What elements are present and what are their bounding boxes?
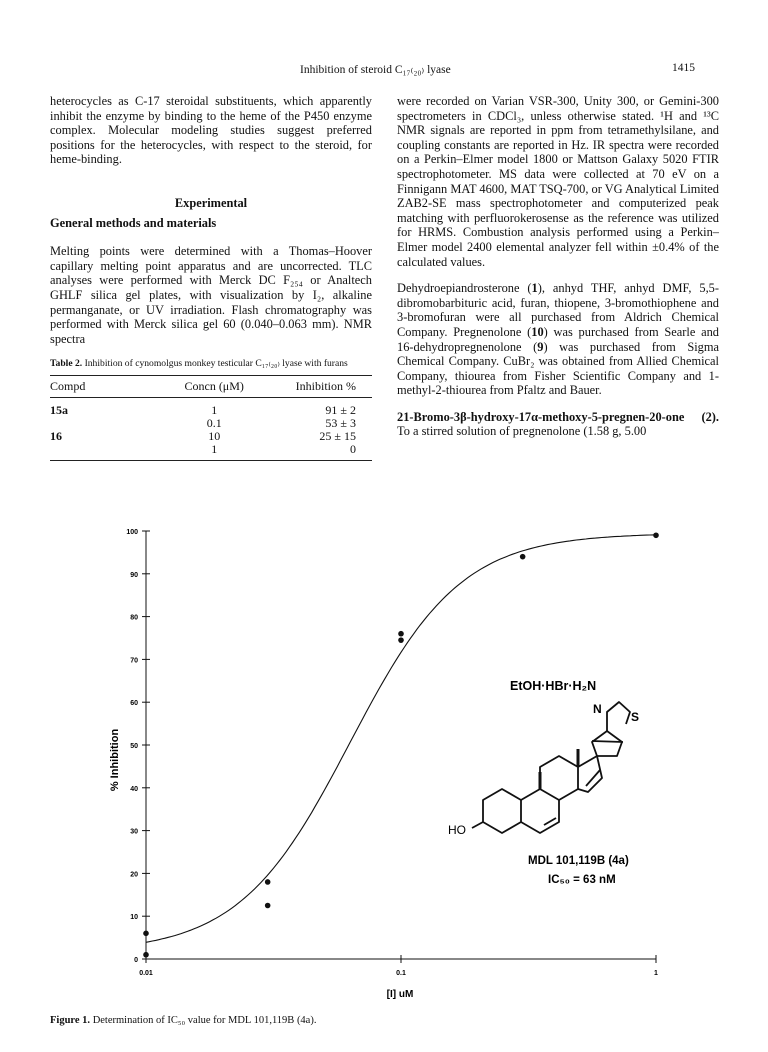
y-tick-label: 60 <box>130 700 138 708</box>
table-cell-compd <box>50 443 147 461</box>
data-point <box>398 637 404 643</box>
text-run: ) was purchased from Searle and 16-dehydropregnenolone ( <box>397 324 719 354</box>
hydroxyl-label: HO <box>448 823 466 837</box>
table-header-compd: Compd <box>50 376 147 398</box>
y-tick-label: 100 <box>126 529 138 536</box>
table-cell-compd <box>50 417 147 430</box>
data-point <box>143 952 149 958</box>
data-point <box>520 554 526 560</box>
compound-number: 10 <box>531 324 544 339</box>
right-paragraph-1: were recorded on Varian VSR-300, Unity 300, or Gemini-300 spectrometers in CDCl₃, unless otherwise stated. ¹H and ¹³C NMR signals are reported in ppm from tetramethylsilane, and coupling constants are reported in Hz. IR spectra were recorded on a Perkin–Elmer model 1800 or Mattson Galaxy 5020 FTIR spectrophotometer. MS data were collected at 70 eV on a Finnigann MAT 4600, MAT TSQ-700, or VG Analytical Limited ZAB2-SE mass spectrophotometer and computerized peak matching with perfluorokerosense as the reference was utilized for HRMS. Combustion analysis performed using a Perkin–Elmer model 2400 elemental analyzer fell within ±0.4% of the calculated values. <box>397 94 719 269</box>
table-caption-label: Table 2. <box>50 358 83 370</box>
y-tick-label: 40 <box>130 785 138 793</box>
figure-caption-label: Figure 1. <box>50 1015 91 1026</box>
table-cell-inhibition: 91 ± 2 <box>325 402 356 417</box>
y-tick-label: 30 <box>130 828 138 836</box>
chemical-structure <box>472 702 630 833</box>
table-cell-inhibition: 25 ± 15 <box>319 428 356 443</box>
ic50-label: IC₅₀ = 63 nM <box>548 874 616 886</box>
data-points <box>143 532 659 957</box>
table-row <box>50 417 372 430</box>
y-axis-label: % Inhibition <box>109 728 121 792</box>
y-tick-label: 80 <box>130 614 138 622</box>
data-point <box>398 631 404 637</box>
table-cell-compd: 15a <box>50 402 68 417</box>
text-run: To a stirred solution of pregnenolone (1.58 g, 5.00 <box>397 424 647 439</box>
right-column <box>397 94 719 439</box>
left-paragraph-2: Melting points were determined with a Thomas–Hoover capillary melting point apparatus and are uncorrected. TLC analyses were performed with Merck DC F₂₅₄ or Analtech GHLF silica gel plates, with visualization by I₂, alkaline permanganate, or UV irradiation. Flash chromatography was performed with Merck silica gel 60 (0.040–0.063 mm). NMR spectra <box>50 244 372 346</box>
x-tick-label: 0.01 <box>139 970 153 977</box>
y-tick-label: 0 <box>134 957 138 964</box>
data-point <box>265 879 271 885</box>
y-tick-label: 50 <box>130 743 138 750</box>
compound-number: 1 <box>531 281 538 296</box>
running-title: Inhibition of steroid C₁₇₍₂₀₎ lyase <box>300 64 451 76</box>
table-caption-text: Inhibition of cynomolgus monkey testicular C₁₇₍₂₀₎ lyase with furans <box>82 358 348 370</box>
text-run: ) was purchased from Sigma Chemical Company. CuBr₂ was obtained from Allied Chemical Company, thiourea from Fisher Scientific Company and 1-methyl-2-thiourea from Pfaltz and Bauer. <box>397 339 719 398</box>
salt-label: EtOH·HBr·H₂N <box>510 679 597 693</box>
x-tick-label: 0.1 <box>396 970 406 977</box>
right-paragraph-3 <box>397 410 719 439</box>
table-cell-compd: 16 <box>50 428 62 443</box>
left-paragraph-1: heterocycles as C-17 steroidal substituents, which apparently inhibit the enzyme by binding to the heme of the P450 enzyme complex. Molecular modeling studies suggest preferred positions for the heterocycles, with respect to the steroid, for heme-binding. <box>50 94 372 167</box>
table-header-concn: Concn (μM) <box>147 376 282 398</box>
compound-label: MDL 101,119B (4a) <box>528 855 629 867</box>
page-number: 1415 <box>672 62 695 74</box>
y-tick-label: 10 <box>130 914 138 922</box>
section-heading: Experimental <box>174 195 248 210</box>
figure-caption-text: Determination of IC₅₀ value for MDL 101,119B (4a). <box>90 1015 317 1026</box>
table-cell-concn: 10 <box>208 428 221 443</box>
left-column <box>50 94 372 461</box>
table-cell-concn: 1 <box>211 402 218 417</box>
text-run: Dehydroepiandrosterone ( <box>397 281 532 296</box>
data-point <box>265 903 271 909</box>
nitrogen-label: N <box>593 702 602 716</box>
table-header-inhibition: Inhibition % <box>282 376 372 398</box>
figure-caption <box>50 1015 316 1026</box>
table-cell-concn: 0.1 <box>206 415 222 430</box>
table-cell-inhibition: 53 ± 3 <box>325 415 356 430</box>
sulfur-label: S <box>631 710 640 724</box>
y-tick-label: 90 <box>130 571 138 579</box>
y-tick-label: 20 <box>130 871 138 879</box>
text-run: ), anhyd THF, anhyd DMF, 5,5-dibromobarbituric acid, furan, thiopene, 3-bromothiophene and 3-bromofuran were all purchased from Aldrich Chemical Company. Pregnenolone ( <box>397 281 720 339</box>
x-tick-label: 1 <box>654 970 658 977</box>
chart-axes <box>146 531 656 959</box>
table-cell-inhibition: 0 <box>282 443 372 461</box>
right-paragraph-2 <box>397 281 719 398</box>
y-tick-label: 70 <box>130 657 138 665</box>
ic50-figure <box>0 510 768 1010</box>
subsection-heading: General methods and materials <box>50 215 217 230</box>
table-caption <box>50 358 372 369</box>
table-row <box>50 397 372 417</box>
data-point <box>653 532 659 538</box>
procedure-heading: 21-Bromo-3β-hydroxy-17α-methoxy-5-pregnen-20-one (2). <box>397 409 719 424</box>
data-point <box>143 931 149 937</box>
x-axis-label: [I] uM <box>386 989 414 1000</box>
running-header <box>0 62 768 78</box>
table-row <box>50 443 372 461</box>
compound-number: 9 <box>537 339 544 354</box>
table-row <box>50 430 372 443</box>
inhibition-table <box>50 375 372 461</box>
table-cell-concn: 1 <box>147 443 282 461</box>
